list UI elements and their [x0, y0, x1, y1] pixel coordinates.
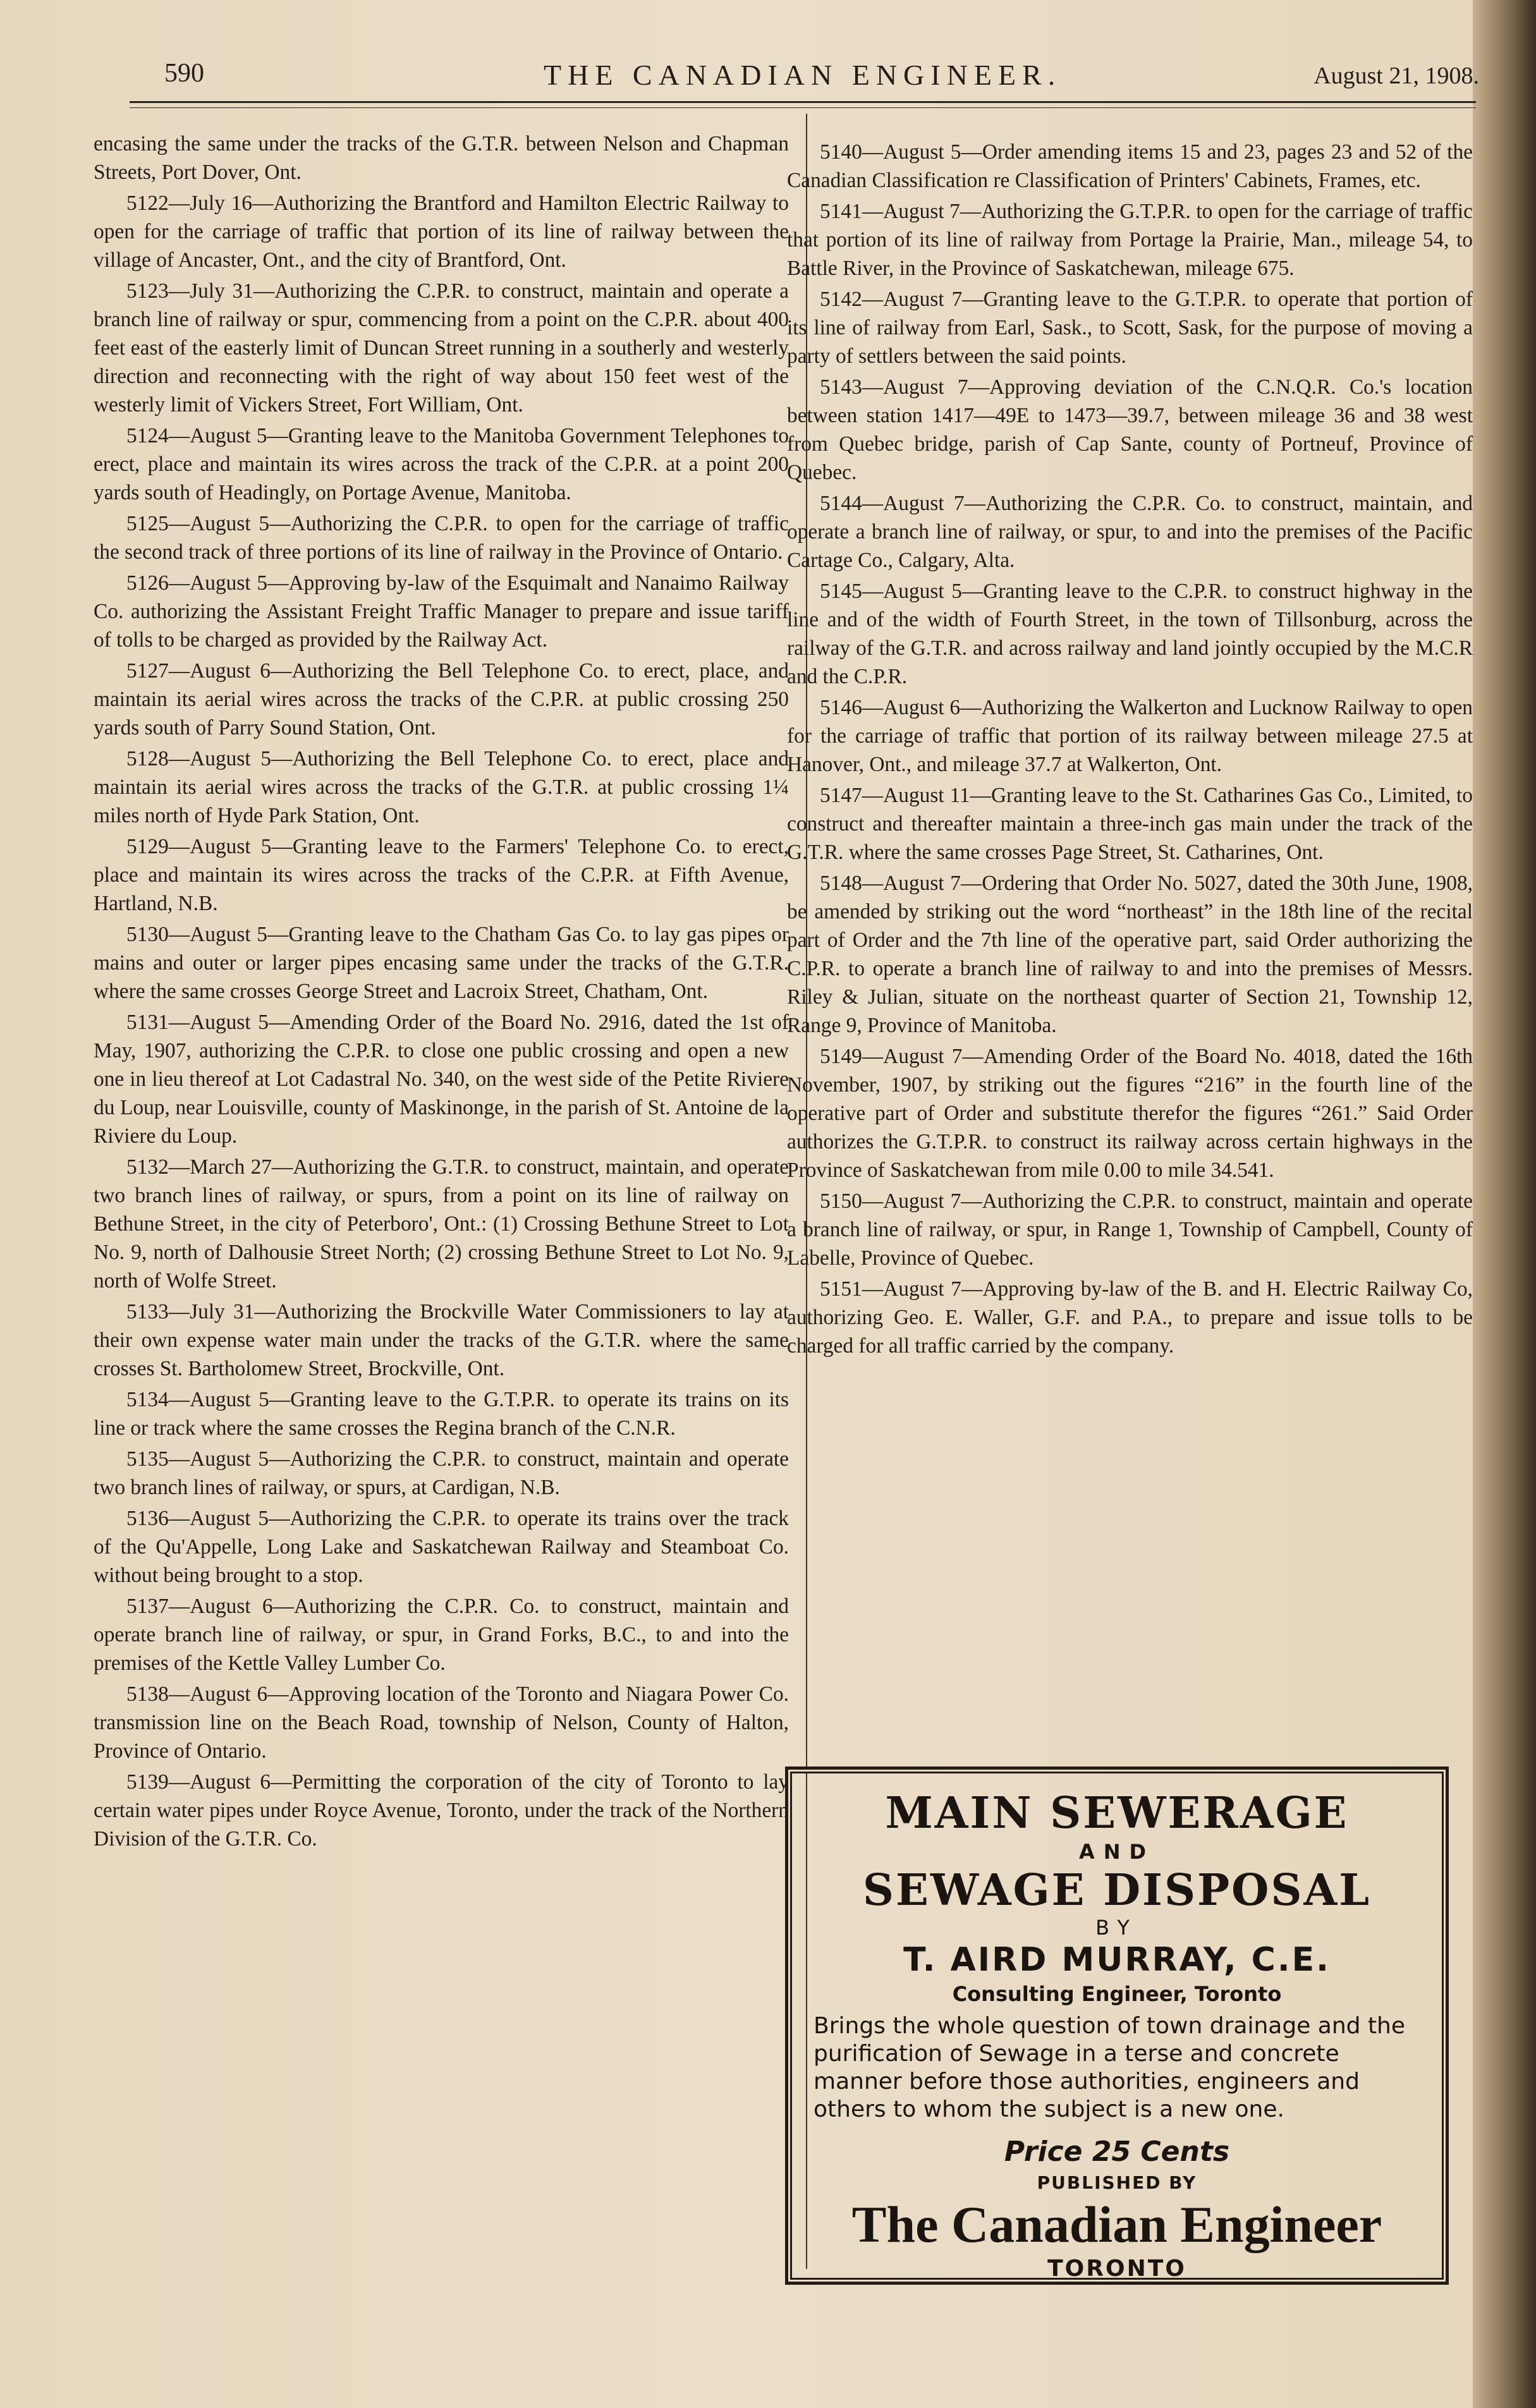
order-paragraph: 5130—August 5—Granting leave to the Chatham Gas Co. to lay gas pipes or mains and outer or larger pipes encasing same under the tracks of the G.T.R. where the same crosses George Street and Lacroix Street, Chatham, Ont.: [94, 923, 789, 1003]
order-paragraph: 5128—August 5—Authorizing the Bell Telephone Co. to erect, place and maintain its aerial wires across the tracks of the G.T.R. at public crossing 1¼ miles north of Hyde Park Station, Ont.: [94, 747, 789, 827]
order-paragraph: 5149—August 7—Amending Order of the Board No. 4018, dated the 16th November, 1907, by striking out the figures “216” in the fourth line of the operative part of Order and substitute therefor the figures “261.” Said Order authorizes the G.T.P.R. to construct its railway across certain highways in the Province of Saskatchewan from mile 0.00 to mile 34.541.: [787, 1045, 1473, 1182]
order-paragraph: 5143—August 7—Approving deviation of the C.N.Q.R. Co.'s location between station 1417—49E to 1473—39.7, between mileage 36 and 38 west from Quebec bridge, parish of Cap Sante, county of Portneuf, Province of Quebec.: [787, 375, 1473, 484]
order-paragraph: 5151—August 7—Approving by-law of the B. and H. Electric Railway Co, authorizing Geo. E. Waller, G.F. and P.A., to prepare and issue tolls to be charged for all traffic carried by the company.: [787, 1277, 1473, 1358]
right-column: [787, 138, 1473, 1363]
order-paragraph: 5138—August 6—Approving location of the Toronto and Niagara Power Co. transmission line on the Beach Road, township of Nelson, County of Halton, Province of Ontario.: [94, 1682, 789, 1763]
order-paragraph: 5146—August 6—Authorizing the Walkerton and Lucknow Railway to open for the carriage of traffic that portion of its railway between mileage 27.5 at Hanover, Ont., and mileage 37.7 at Walkerton, Ont.: [787, 696, 1473, 776]
left-column: [94, 130, 789, 1856]
ad-title-line2: SEWAGE DISPOSAL: [862, 1865, 1372, 1916]
order-paragraph: 5148—August 7—Ordering that Order No. 5027, dated the 30th June, 1908, be amended by striking out the word “northeast” in the 18th line of the recital part of Order and the 7th line of the operative part, said Order authorizing the C.P.R. to operate a branch line of railway to and into the premises of Messrs. Riley & Julian, situate on the northeast quarter of Section 21, Township 12, Range 9, Province of Manitoba.: [787, 872, 1473, 1037]
order-paragraph: 5135—August 5—Authorizing the C.P.R. to construct, maintain and operate two branch lines of railway, or spurs, at Cardigan, N.B.: [94, 1447, 789, 1499]
issue-date: August 21, 1908.: [1314, 63, 1479, 89]
ad-publisher: The Canadian Engineer: [851, 2196, 1382, 2253]
order-paragraph: 5126—August 5—Approving by-law of the Esquimalt and Nanaimo Railway Co. authorizing the Assistant Freight Traffic Manager to prepare and issue tariff of tolls to be charged as provided by the Railway Act.: [94, 571, 789, 652]
ad-author-role: Consulting Engineer, Toronto: [952, 1982, 1282, 2006]
order-paragraph: 5137—August 6—Authorizing the C.P.R. Co. to construct, maintain and operate branch line of railway, or spur, in Grand Forks, B.C., to and into the premises of the Kettle Valley Lumber Co.: [94, 1595, 789, 1675]
order-paragraph: 5145—August 5—Granting leave to the C.P.R. to construct highway in the line and of the width of Fourth Street, in the town of Tillsonburg, across the railway of the G.T.R. and across railway and land jointly occupied by the M.C.R and the C.P.R.: [787, 580, 1473, 688]
order-paragraph: 5141—August 7—Authorizing the G.T.P.R. to open for the carriage of traffic that portion of its line of railway from Portage la Prairie, Man., mileage 54, to Battle River, in the Province of Saskatchewan, mileage 675.: [787, 200, 1473, 280]
order-paragraph: 5131—August 5—Amending Order of the Board No. 2916, dated the 1st of May, 1907, authorizing the C.P.R. to close one public crossing and open a new one in lieu thereof at Lot Cadastral No. 340, on the west side of the Petite Riviere du Loup, near Louisville, county of Maskinonge, in the parish of St. Antoine de la Riviere du Loup.: [94, 1011, 789, 1148]
ad-and: AND: [1078, 1840, 1155, 1864]
ad-author: T. AIRD MURRAY, C.E.: [903, 1941, 1331, 1979]
order-paragraph: 5127—August 6—Authorizing the Bell Telephone Co. to erect, place, and maintain its aerial wires across the tracks of the C.P.R. at public crossing 250 yards south of Parry Sound Station, Ont.: [94, 659, 789, 739]
order-paragraph: 5142—August 7—Granting leave to the G.T.P.R. to operate that portion of its line of railway from Earl, Sask., to Scott, Sask, for the purpose of moving a party of settlers between the said points.: [787, 288, 1473, 368]
ad-title-line1: MAIN SEWERAGE: [885, 1788, 1349, 1839]
order-paragraph: 5150—August 7—Authorizing the C.P.R. to construct, maintain and operate a branch line of railway, or spur, in Range 1, Township of Campbell, County of Labelle, Province of Quebec.: [787, 1189, 1473, 1270]
order-paragraph: encasing the same under the tracks of the G.T.R. between Nelson and Chapman Streets, Port Dover, Ont.: [94, 132, 789, 184]
book-advertisement: [785, 1766, 1449, 2285]
journal-title: THE CANADIAN ENGINEER.: [544, 59, 1062, 91]
order-paragraph: 5125—August 5—Authorizing the C.P.R. to open for the carriage of traffic the second track of three portions of its line of railway in the Province of Ontario.: [94, 512, 789, 564]
order-paragraph: 5147—August 11—Granting leave to the St. Catharines Gas Co., Limited, to construct and thereafter maintain a three-inch gas main under the track of the G.T.R. where the same crosses Page Street, St. Catharines, Ont.: [787, 784, 1473, 864]
ad-by: BY: [1095, 1916, 1138, 1940]
order-paragraph: 5132—March 27—Authorizing the G.T.R. to construct, maintain, and operate two branch lines of railway, or spurs, from a point on its line of railway on Bethune Street, in the city of Peterboro', Ont.: (1) Crossing Bethune Street to Lot No. 9, north of Dalhousie Street North; (2) crossing Bethune Street to Lot No. 9, north of Wolfe Street.: [94, 1155, 789, 1292]
ad-city: TORONTO: [1047, 2256, 1186, 2282]
page-number: 590: [164, 59, 204, 88]
ad-published-by: PUBLISHED BY: [1037, 2172, 1197, 2193]
order-paragraph: 5122—July 16—Authorizing the Brantford and Hamilton Electric Railway to open for the carriage of traffic that portion of its line of railway between the village of Ancaster, Ont., and the city of Brantford, Ont.: [94, 192, 789, 272]
order-paragraph: 5144—August 7—Authorizing the C.P.R. Co. to construct, maintain, and operate a branch line of railway, or spur, to and into the premises of the Pacific Cartage Co., Calgary, Alta.: [787, 492, 1473, 572]
order-paragraph: 5136—August 5—Authorizing the C.P.R. to operate its trains over the track of the Qu'Appelle, Long Lake and Saskatchewan Railway and Steamboat Co. without being brought to a stop.: [94, 1507, 789, 1587]
ad-description: Brings the whole question of town drainage and the purification of Sewage in a terse and concrete manner before those authorities, engineers and others to whom the subject is a new one.: [814, 2013, 1406, 2122]
order-paragraph: 5134—August 5—Granting leave to the G.T.P.R. to operate its trains on its line or track where the same crosses the Regina branch of the C.N.R.: [94, 1388, 789, 1440]
order-paragraph: 5140—August 5—Order amending items 15 and 23, pages 23 and 52 of the Canadian Classification re Classification of Printers' Cabinets, Frames, etc.: [787, 140, 1473, 192]
ad-price: Price 25 Cents: [1004, 2136, 1230, 2168]
header-rule: [130, 101, 1476, 103]
order-paragraph: 5123—July 31—Authorizing the C.P.R. to construct, maintain and operate a branch line of railway or spur, commencing from a point on the C.P.R. about 400 feet east of the easterly limit of Duncan Street running in a southerly and westerly direction and reconnecting with the right of way about 150 feet west of the westerly limit of Vickers Street, Fort William, Ont.: [94, 279, 789, 417]
order-paragraph: 5139—August 6—Permitting the corporation of the city of Toronto to lay certain water pipes under Royce Avenue, Toronto, under the track of the Northern Division of the G.T.R. Co.: [94, 1770, 789, 1851]
order-paragraph: 5129—August 5—Granting leave to the Farmers' Telephone Co. to erect, place and maintain its wires across the tracks of the C.P.R. at Fifth Avenue, Hartland, N.B.: [94, 835, 789, 915]
header-rule-thin: [130, 107, 1476, 108]
book-spine-edge: [1473, 0, 1536, 2408]
order-paragraph: 5124—August 5—Granting leave to the Manitoba Government Telephones to erect, place and maintain its wires across the track of the C.P.R. at a point 200 yards south of Headingly, on Portage Avenue, Manitoba.: [94, 424, 789, 504]
order-paragraph: 5133—July 31—Authorizing the Brockville Water Commissioners to lay at their own expense water main under the tracks of the G.T.R. where the same crosses St. Bartholomew Street, Brockville, Ont.: [94, 1300, 789, 1380]
